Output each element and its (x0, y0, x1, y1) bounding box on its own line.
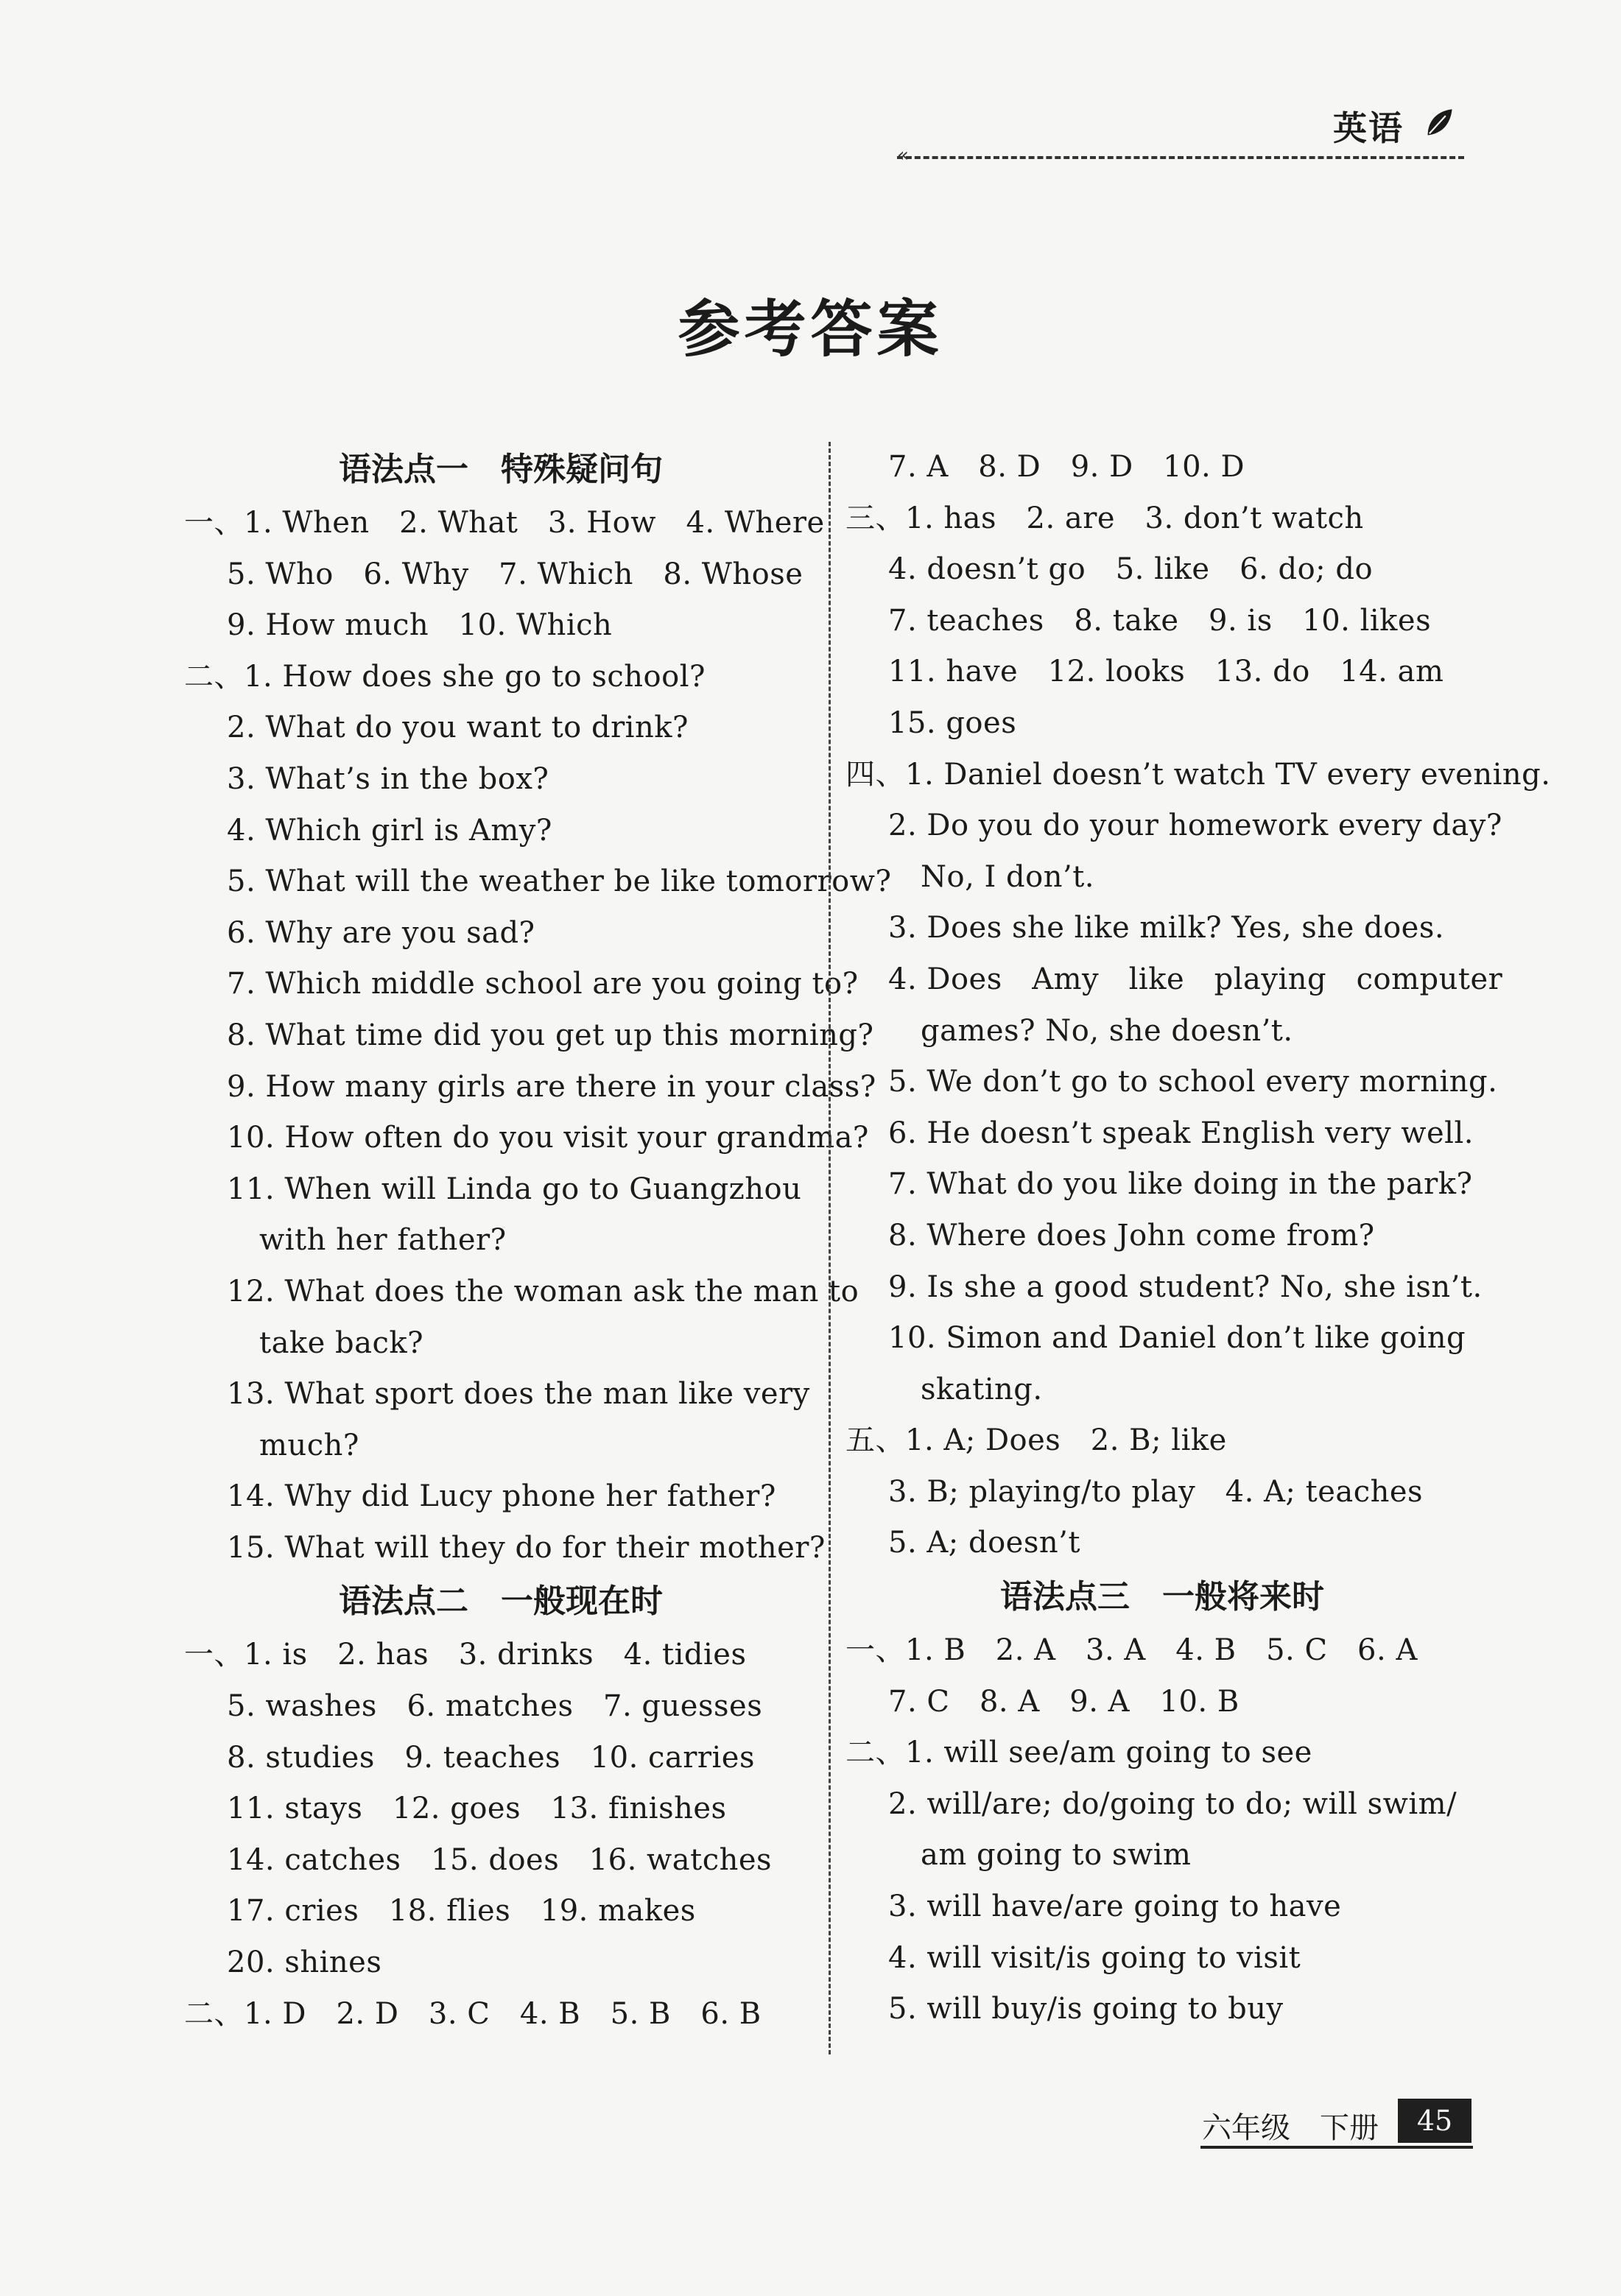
answer-line: 二、1. will see/am going to see (845, 1736, 1312, 1770)
header-arrows: « (897, 144, 909, 166)
answer-line: 10. How often do you visit your grandma? (227, 1121, 869, 1155)
answer-line: 4. doesn’t go 5. like 6. do; do (888, 552, 1374, 587)
answer-line: 四、1. Daniel doesn’t watch TV every evening. (845, 757, 1551, 792)
answer-line: 2. Do you do your homework every day? (888, 809, 1502, 843)
answer-line: 5. Who 6. Why 7. Which 8. Whose (227, 557, 804, 591)
answer-line: 14. catches 15. does 16. watches (227, 1842, 773, 1877)
answer-line: 7. C 8. A 9. A 10. B (888, 1684, 1240, 1719)
grade-label: 六年级 下册 (1202, 2111, 1379, 2145)
answer-line: 14. Why did Lucy phone her father? (227, 1479, 776, 1514)
section-heading: 语法点一 特殊疑问句 (339, 451, 663, 488)
answer-line: am going to swim (921, 1838, 1192, 1873)
answer-line: 3. What’s in the box? (227, 761, 549, 796)
answer-line: 3. Does she like milk? Yes, she does. (888, 911, 1445, 945)
answer-line: 5. washes 6. matches 7. guesses (227, 1689, 763, 1724)
column-divider (829, 442, 831, 2054)
subject-label: 英语 (1333, 108, 1404, 148)
answer-line: 8. studies 9. teaches 10. carries (227, 1740, 755, 1775)
answer-line: skating. (921, 1372, 1043, 1406)
answer-line: 5. A; doesn’t (888, 1526, 1080, 1560)
answer-line: much? (259, 1428, 359, 1462)
answer-line: 7. teaches 8. take 9. is 10. likes (888, 603, 1432, 638)
answer-line: 6. Why are you sad? (227, 915, 535, 950)
section-heading: 语法点二 一般现在时 (339, 1582, 663, 1621)
answer-line: 2. will/are; do/going to do; will swim/ (888, 1786, 1458, 1821)
answer-line: take back? (259, 1325, 424, 1360)
page-number: 45 (1398, 2099, 1471, 2143)
answer-line: 5. We don’t go to school every morning. (888, 1065, 1498, 1099)
answer-line: 5. will buy/is going to buy (888, 1992, 1284, 2026)
answer-line: 9. How much 10. Which (227, 608, 613, 643)
answer-line: 一、1. When 2. What 3. How 4. Where (184, 506, 825, 540)
answer-line: 20. shines (227, 1945, 382, 1980)
answer-line: 一、1. B 2. A 3. A 4. B 5. C 6. A (845, 1633, 1418, 1668)
answer-line: 10. Simon and Daniel don’t like going (888, 1321, 1466, 1356)
answer-line: 二、1. D 2. D 3. C 4. B 5. B 6. B (184, 1996, 762, 2031)
answer-line: 二、1. How does she go to school? (184, 659, 706, 694)
answer-line: 4. Which girl is Amy? (227, 813, 552, 848)
answer-line: 8. What time did you get up this morning? (227, 1018, 874, 1052)
answer-line: 3. will have/are going to have (888, 1890, 1342, 1924)
answer-line: 13. What sport does the man like very (227, 1377, 810, 1412)
page-title: 参考答案 (678, 293, 943, 365)
answer-line: 三、1. has 2. are 3. don’t watch (845, 501, 1364, 535)
leaf-icon (1423, 106, 1455, 138)
footer-rule (1200, 2146, 1473, 2149)
answer-line: 11. have 12. looks 13. do 14. am (888, 655, 1444, 689)
answer-line: 9. How many girls are there in your class? (227, 1069, 876, 1104)
answer-line: 3. B; playing/to play 4. A; teaches (888, 1474, 1424, 1509)
answer-line: 9. Is she a good student? No, she isn’t. (888, 1270, 1483, 1304)
header-dotted-rule (897, 156, 1464, 159)
answer-line: 8. Where does John come from? (888, 1218, 1375, 1253)
section-heading: 语法点三 一般将来时 (1000, 1578, 1324, 1616)
answer-line: 11. When will Linda go to Guangzhou (227, 1172, 802, 1206)
answer-line: 12. What does the woman ask the man to (227, 1274, 859, 1309)
answer-line: No, I don’t. (921, 859, 1094, 894)
answer-line: 17. cries 18. flies 19. makes (227, 1894, 696, 1929)
answer-column-right (845, 442, 1551, 2035)
answer-line: games? No, she doesn’t. (921, 1013, 1293, 1048)
answer-line: 11. stays 12. goes 13. finishes (227, 1792, 727, 1826)
answer-line: 15. What will they do for their mother? (227, 1530, 826, 1565)
answer-line: 五、1. A; Does 2. B; like (845, 1423, 1227, 1458)
answer-line: 一、1. is 2. has 3. drinks 4. tidies (184, 1638, 747, 1672)
answer-line: 7. Which middle school are you going to? (227, 967, 859, 1001)
answer-line: with her father? (259, 1223, 507, 1258)
answer-line: 7. A 8. D 9. D 10. D (888, 450, 1245, 484)
answer-line: 4. will visit/is going to visit (888, 1940, 1301, 1975)
answer-line: 7. What do you like doing in the park? (888, 1167, 1473, 1202)
answer-line: 15. goes (888, 705, 1017, 740)
answer-column-left (184, 442, 892, 2040)
answer-line: 5. What will the weather be like tomorrow? (227, 864, 892, 899)
answer-line: 2. What do you want to drink? (227, 711, 689, 745)
answer-line: 6. He doesn’t speak English very well. (888, 1116, 1474, 1150)
answer-line: 4. Does Amy like playing computer (888, 962, 1503, 996)
